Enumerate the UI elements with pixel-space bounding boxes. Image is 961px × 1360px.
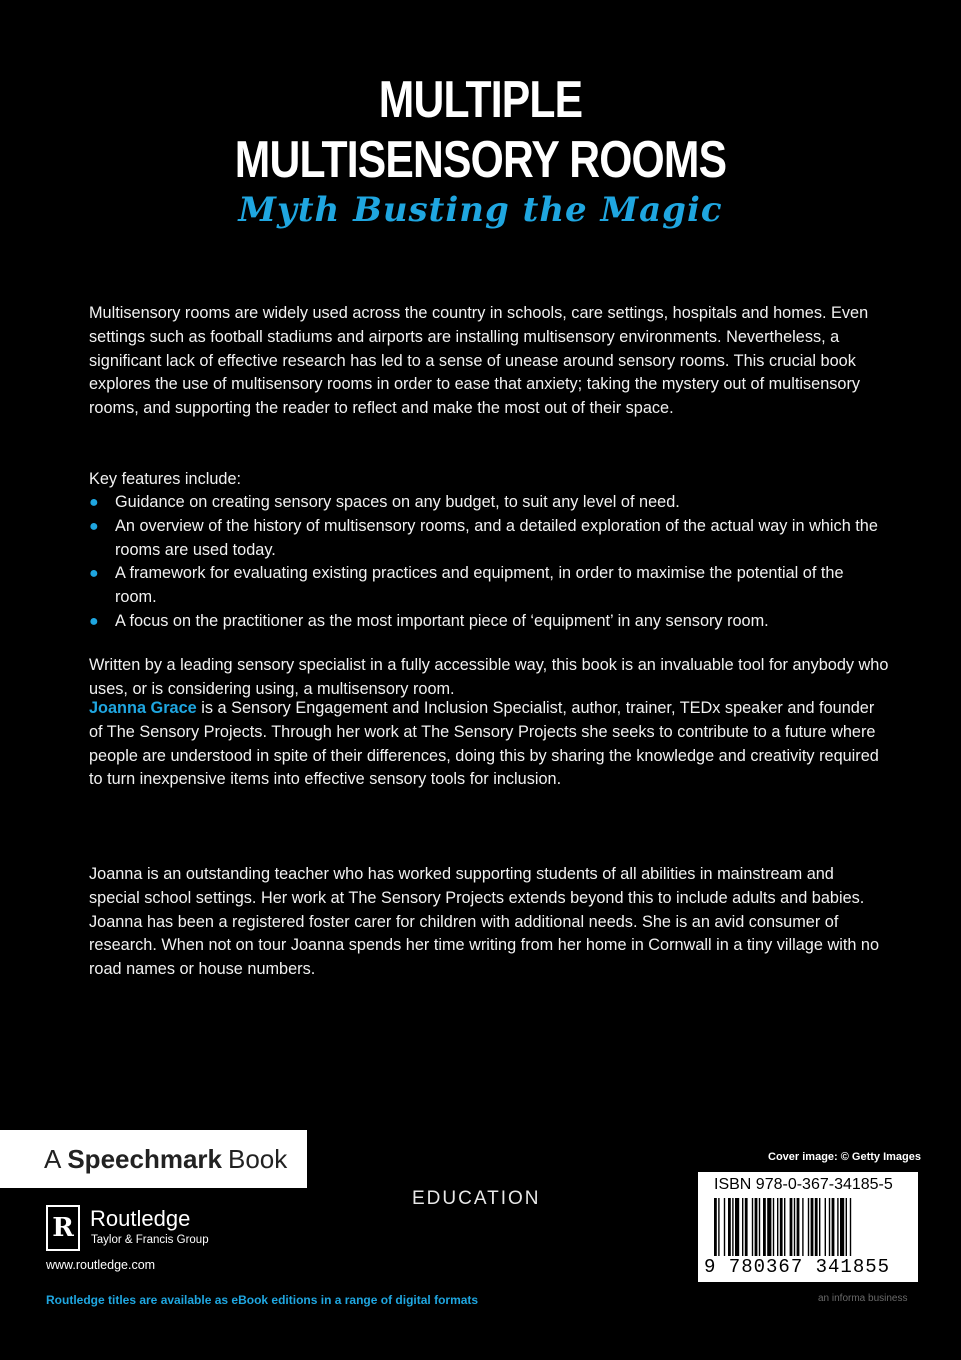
speechmark-book: Book [228, 1143, 288, 1174]
subtitle: Myth Busting the Magic [238, 190, 723, 230]
list-item [89, 610, 889, 634]
list-item [89, 515, 889, 563]
bullet-icon: ● [89, 612, 99, 630]
author-bio [89, 697, 889, 792]
publisher-name: Routledge [90, 1206, 191, 1231]
bullet-icon: ● [89, 517, 99, 535]
description-paragraph: Multisensory rooms are widely used across the country in schools, care settings, hospitals and homes. Even settings such as football stadiums and airports are installing multisensory environments. Nevertheless, a significant lack of effective research has led to a sense of unease around sensory rooms. This crucial book explores the use of multisensory rooms in order to ease that anxiety; taking the mystery out of multisensory rooms, and supporting the reader to reflect and make the most out of their space. [89, 304, 869, 418]
summary-paragraph: Written by a leading sensory specialist in a fully accessible way, this book is an invaluable tool for anybody who uses, or is considering using, a multisensory room. [89, 656, 889, 698]
title-line-2: MULTISENSORY ROOMS [234, 131, 727, 189]
barcode-box [698, 1172, 918, 1282]
author-name: Joanna Grace [89, 699, 197, 717]
speechmark-a: A [44, 1143, 62, 1174]
author-bio-text: is a Sensory Engagement and Inclusion Specialist, author, trainer, TEDx speaker and founder of The Sensory Projects. Through her work at The Sensory Projects she seeks to contribute to a future where people are understood in spite of their differences, doing this by sharing the knowledge and creativity required to turn inexpensive items into effective sensory tools for inclusion. [89, 699, 879, 789]
routledge-logo-icon [46, 1205, 80, 1251]
cover-credit: Cover image: © Getty Images [768, 1151, 921, 1163]
feature-text: Guidance on creating sensory spaces on any budget, to suit any level of need. [115, 493, 680, 511]
informa-note: an informa business [818, 1293, 908, 1304]
publisher-group: Taylor & Francis Group [91, 1234, 209, 1246]
feature-text: An overview of the history of multisensory rooms, and a detailed exploration of the actual way in which the rooms are used today. [115, 516, 878, 559]
barcode-icon [714, 1198, 904, 1256]
features-intro: Key features include: [89, 470, 242, 488]
list-item [89, 491, 889, 515]
speechmark-banner [0, 1130, 307, 1188]
category-label: EDUCATION [412, 1188, 541, 1209]
speechmark-brand: Speechmark [67, 1143, 222, 1174]
list-item [89, 562, 889, 610]
bullet-icon: ● [89, 494, 99, 511]
author-bio-2: Joanna is an outstanding teacher who has worked supporting students of all abilities in mainstream and special school settings. Her work at The Sensory Projects extends beyond this to include adults and babies. Joanna has been a registered foster carer for children with additional needs. She is an avid consumer of research. When not on tour Joanna spends her time writing from her home in Cornwall in a tiny village with no road names or house numbers. [89, 865, 880, 979]
title-line-1: MULTIPLE [378, 71, 583, 129]
routledge-logo-letter: R [52, 1213, 74, 1243]
bullet-icon: ● [89, 565, 99, 583]
features-list [89, 491, 889, 634]
barcode-digits: 9 780367 341855 [704, 1256, 891, 1278]
ebook-note: Routledge titles are available as eBook editions in a range of digital formats [46, 1293, 479, 1307]
feature-text: A focus on the practitioner as the most important piece of ‘equipment’ in any sensory room. [115, 611, 769, 630]
isbn-text: ISBN 978-0-367-34185-5 [714, 1176, 893, 1193]
feature-text: A framework for evaluating existing practices and equipment, in order to maximise the potential of the room. [115, 564, 844, 607]
publisher-url: www.routledge.com [46, 1258, 156, 1272]
